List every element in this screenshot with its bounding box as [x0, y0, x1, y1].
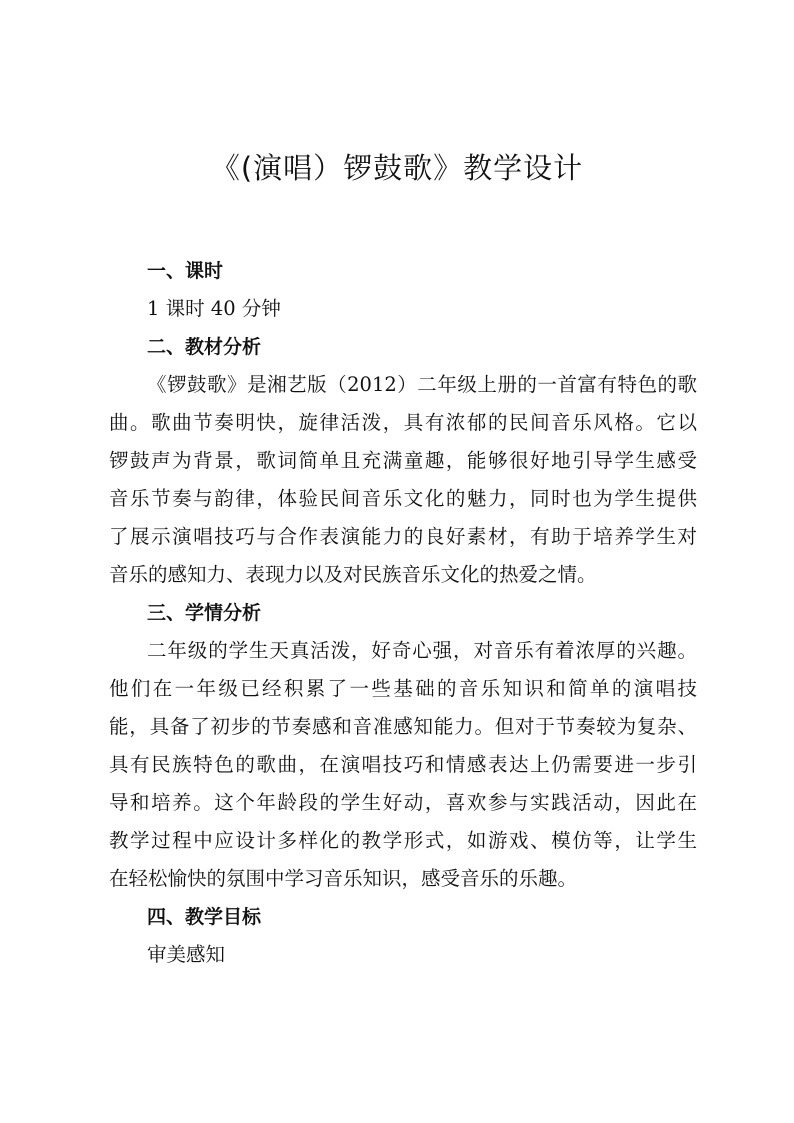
paragraph-line: 教学过程中应设计多样化的教学形式，如游戏、模仿等，让学生	[109, 829, 697, 852]
document-title: 《(演唱）锣鼓歌》教学设计	[210, 151, 584, 185]
paragraph-line: 在轻松愉快的氛围中学习音乐知识，感受音乐的乐趣。	[109, 867, 578, 890]
class-hours-text: 1 课时 40 分钟	[147, 297, 281, 320]
section-heading-student-analysis: 三、学情分析	[147, 602, 262, 624]
paragraph-line: 二年级的学生天真活泼，好奇心强，对音乐有着浓厚的兴趣。	[147, 639, 697, 662]
student-analysis-paragraph	[109, 632, 697, 898]
paragraph-line: 具有民族特色的歌曲，在演唱技巧和情感表达上仍需要进一步引	[109, 753, 697, 776]
paragraph-line: 了展示演唱技巧与合作表演能力的良好素材，有助于培养学生对	[109, 525, 697, 548]
section-heading-class-hours: 一、课时	[147, 260, 224, 282]
section-heading-textbook-analysis: 二、教材分析	[147, 336, 262, 358]
paragraph-line: 锣鼓声为背景，歌词简单且充满童趣，能够很好地引导学生感受	[109, 449, 697, 472]
paragraph-line: 导和培养。这个年龄段的学生好动，喜欢参与实践活动，因此在	[109, 791, 697, 814]
paragraph-line: 音乐的感知力、表现力以及对民族音乐文化的热爱之情。	[109, 563, 597, 586]
textbook-analysis-paragraph	[109, 366, 697, 594]
paragraph-line: 他们在一年级已经积累了一些基础的音乐知识和简单的演唱技	[109, 677, 697, 700]
paragraph-line: 《锣鼓歌》是湘艺版（2012）二年级上册的一首富有特色的歌	[147, 373, 697, 396]
document-body	[109, 252, 697, 974]
paragraph-line: 曲。歌曲节奏明快，旋律活泼，具有浓郁的民间音乐风格。它以	[109, 411, 697, 434]
paragraph-line: 音乐节奏与韵律，体验民间音乐文化的魅力，同时也为学生提供	[109, 487, 697, 510]
objective-aesthetic-perception: 审美感知	[147, 943, 226, 966]
section-heading-teaching-objectives: 四、教学目标	[147, 906, 262, 928]
paragraph-line: 能，具备了初步的节奏感和音准感知能力。但对于节奏较为复杂、	[109, 715, 697, 738]
